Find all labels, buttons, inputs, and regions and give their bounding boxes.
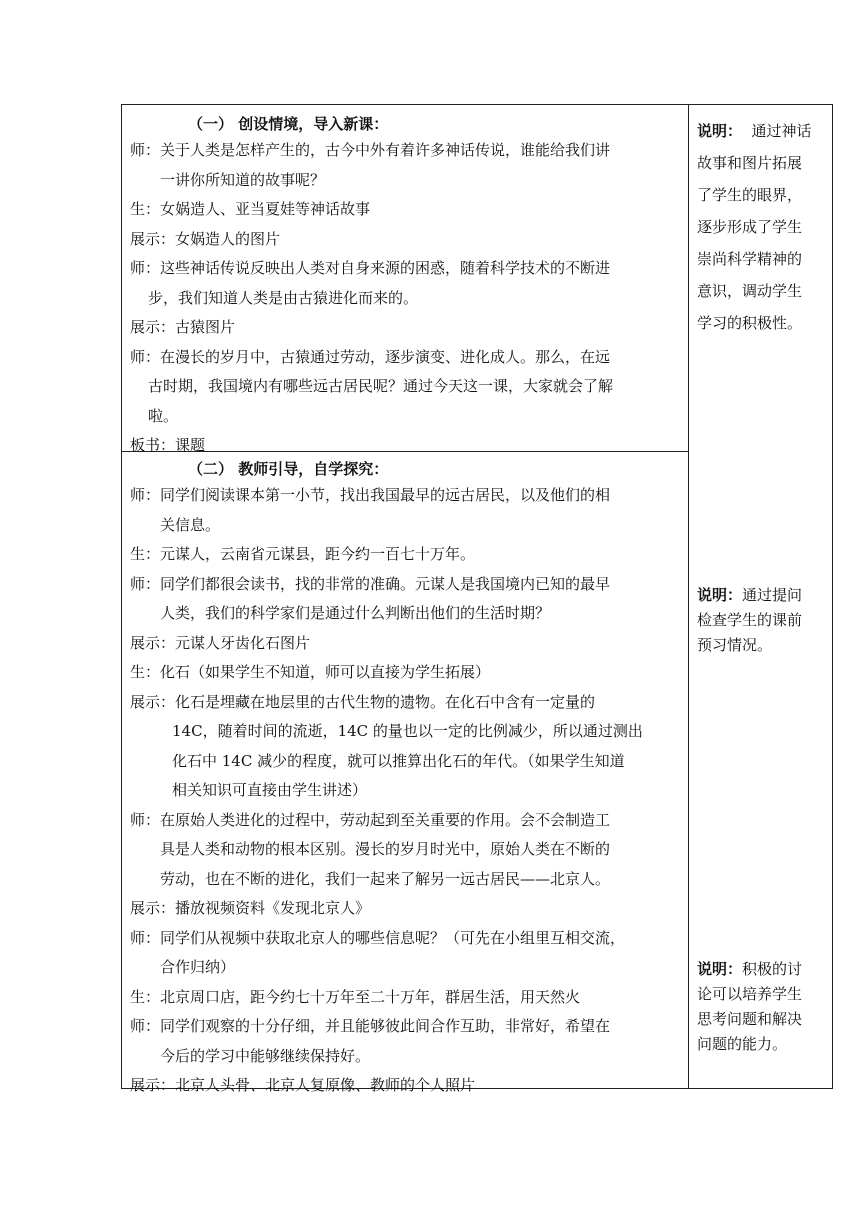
dialogue-line: 古时期，我国境内有哪些远古居民呢？通过今天这一课，大家就会了解 (148, 377, 614, 395)
note-text: 故事和图片拓展 (697, 154, 803, 172)
dialogue-line: 今后的学习中能够继续保持好。 (160, 1046, 371, 1065)
dialogue-line: 师：这些神话传说反映出人类对自身来源的困惑，随着科学技术的不断进 (130, 259, 611, 277)
dialogue-line: 啦。 (148, 406, 179, 425)
dialogue-line: 师：同学们阅读课本第一小节，找出我国最早的远古居民，以及他们的相 (130, 486, 611, 504)
note-text: 思考问题和解决 (697, 1010, 803, 1028)
dialogue-line: 展示：元谋人牙齿化石图片 (130, 633, 311, 652)
note-text: 意识，调动学生 (697, 282, 803, 300)
dialogue-line: 师：同学们都很会读书，找的非常的准确。元谋人是我国境内已知的最早 (130, 574, 611, 593)
lesson-plan-table (121, 104, 833, 1094)
dialogue-line: 具是人类和动物的根本区别。漫长的岁月时光中，原始人类在不断的 (160, 840, 611, 858)
note-2 (697, 583, 827, 658)
note-text: 通过神话 (742, 122, 812, 140)
note-label: 说明： (697, 586, 743, 604)
note-label: 说明： (697, 960, 743, 978)
section-2-heading: （二） 教师引导，自学探究： (188, 460, 389, 478)
dialogue-line: 人类，我们的科学家们是通过什么判断出他们的生活时期？ (160, 604, 551, 622)
dialogue-line: 展示：古猿图片 (130, 318, 236, 336)
dialogue-line: 生：北京周口店，距今约七十万年至二十万年，群居生活，用天然火 (130, 987, 581, 1006)
dialogue-line: 化石中 14C 减少的程度，就可以推算出化石的年代。（如果学生知道 (172, 751, 625, 770)
note-1 (697, 115, 827, 339)
dialogue-line: 步，我们知道人类是由古猿进化而来的。 (148, 288, 419, 307)
note-text: 学习的积极性。 (697, 314, 803, 332)
note-text: 检查学生的课前 (697, 611, 803, 629)
dialogue-line: 展示：播放视频资料《发现北京人》 (130, 899, 371, 917)
dialogue-line: 师：同学们从视频中获取北京人的哪些信息呢？（可先在小组里互相交流， (130, 928, 626, 947)
dialogue-line: 师：同学们观察的十分仔细，并且能够彼此间合作互助，非常好，希望在 (130, 1017, 611, 1035)
dialogue-line: 关信息。 (160, 515, 221, 534)
note-text: 问题的能力。 (697, 1035, 788, 1053)
column-divider (688, 105, 689, 1088)
dialogue-line: 合作归纳） (160, 958, 236, 976)
note-text: 崇尚科学精神的 (697, 250, 803, 268)
note-text: 积极的讨 (742, 960, 803, 978)
section-2-guided-study (122, 457, 688, 1101)
note-text: 逐步形成了学生 (697, 218, 803, 236)
dialogue-line: 劳动，也在不断的进化，我们一起来了解另一远古居民——北京人。 (160, 869, 611, 888)
dialogue-line: 师：关于人类是怎样产生的，古今中外有着许多神话传说，谁能给我们讲 (130, 141, 611, 159)
dialogue-line: 师：在原始人类进化的过程中，劳动起到至关重要的作用。会不会制造工 (130, 810, 611, 829)
dialogue-line: 生：女娲造人、亚当夏娃等神话故事 (130, 200, 371, 218)
dialogue-line: 14C，随着时间的流逝，14C 的量也以一定的比例减少，所以通过测出 (172, 722, 643, 740)
dialogue-line: 板书：课题 (130, 436, 206, 454)
note-3 (697, 957, 827, 1057)
note-text: 论可以培养学生 (697, 985, 803, 1003)
section-1-create-situation (122, 112, 688, 461)
dialogue-line: 一讲你所知道的故事呢？ (160, 170, 326, 189)
dialogue-line: 展示：女娲造人的图片 (130, 229, 281, 248)
note-label: 说明： (697, 122, 743, 140)
dialogue-line: 师：在漫长的岁月中，古猿通过劳动，逐步演变、进化成人。那么，在远 (130, 347, 611, 366)
note-text: 通过提问 (742, 586, 803, 604)
dialogue-line: 生：元谋人，云南省元谋县，距今约一百七十万年。 (130, 545, 476, 563)
note-text: 预习情况。 (697, 636, 773, 654)
dialogue-line: 展示：北京人头骨、北京人复原像、教师的个人照片 (130, 1076, 476, 1094)
section-1-heading: （一） 创设情境，导入新课： (188, 115, 389, 133)
note-text: 了学生的眼界， (697, 186, 803, 204)
dialogue-line: 展示：化石是埋藏在地层里的古代生物的遗物。在化石中含有一定量的 (130, 692, 596, 711)
dialogue-line: 生：化石（如果学生不知道，师可以直接为学生拓展） (130, 663, 491, 681)
dialogue-line: 相关知识可直接由学生讲述） (172, 781, 368, 799)
